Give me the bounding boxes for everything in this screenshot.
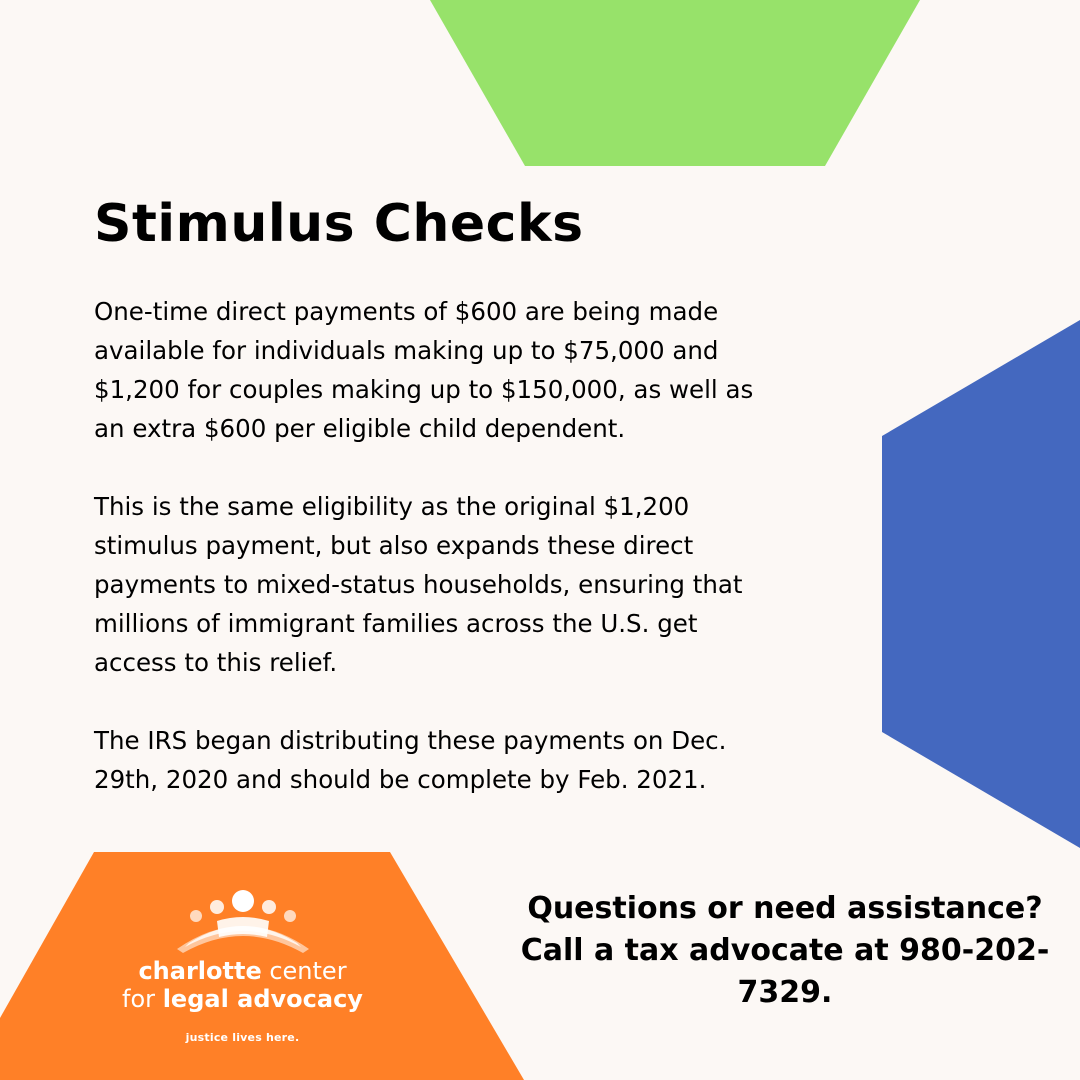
- body-text: [94, 292, 854, 838]
- logo-word-center: center: [261, 957, 347, 985]
- paragraph-payments: One-time direct payments of $600 are being made available for individuals making up to $75,000 and $1,200 for couples making up to $150,000, as well as an extra $600 per eligible child dependent.: [94, 297, 754, 443]
- organization-logo: [110, 885, 375, 1044]
- page-title: Stimulus Checks: [94, 194, 584, 254]
- logo-word-charlotte: charlotte: [138, 957, 262, 985]
- paragraph-eligibility: This is the same eligibility as the original $1,200 stimulus payment, but also expands these direct payments to mixed-status households, ensuring that millions of immigrant families across the U.S. get access to this relief.: [94, 492, 743, 677]
- people-arc-icon: [173, 885, 313, 957]
- logo-word-for: for: [122, 985, 163, 1013]
- call-to-action: [515, 888, 1055, 1014]
- logo-name-line-1: [110, 957, 375, 985]
- blue-hexagon-shape: [880, 320, 1080, 848]
- logo-name-line-2: [110, 985, 375, 1013]
- cta-question: Questions or need assistance?: [527, 891, 1043, 926]
- paragraph-timeline: The IRS began distributing these payments on Dec. 29th, 2020 and should be complete by Feb. 2021.: [94, 726, 727, 794]
- green-trapezoid-shape: [430, 0, 920, 166]
- logo-tagline: justice lives here.: [185, 1031, 300, 1044]
- cta-phone: Call a tax advocate at 980-202- 7329.: [520, 933, 1050, 1010]
- logo-word-legal-advocacy: legal advocacy: [162, 985, 363, 1013]
